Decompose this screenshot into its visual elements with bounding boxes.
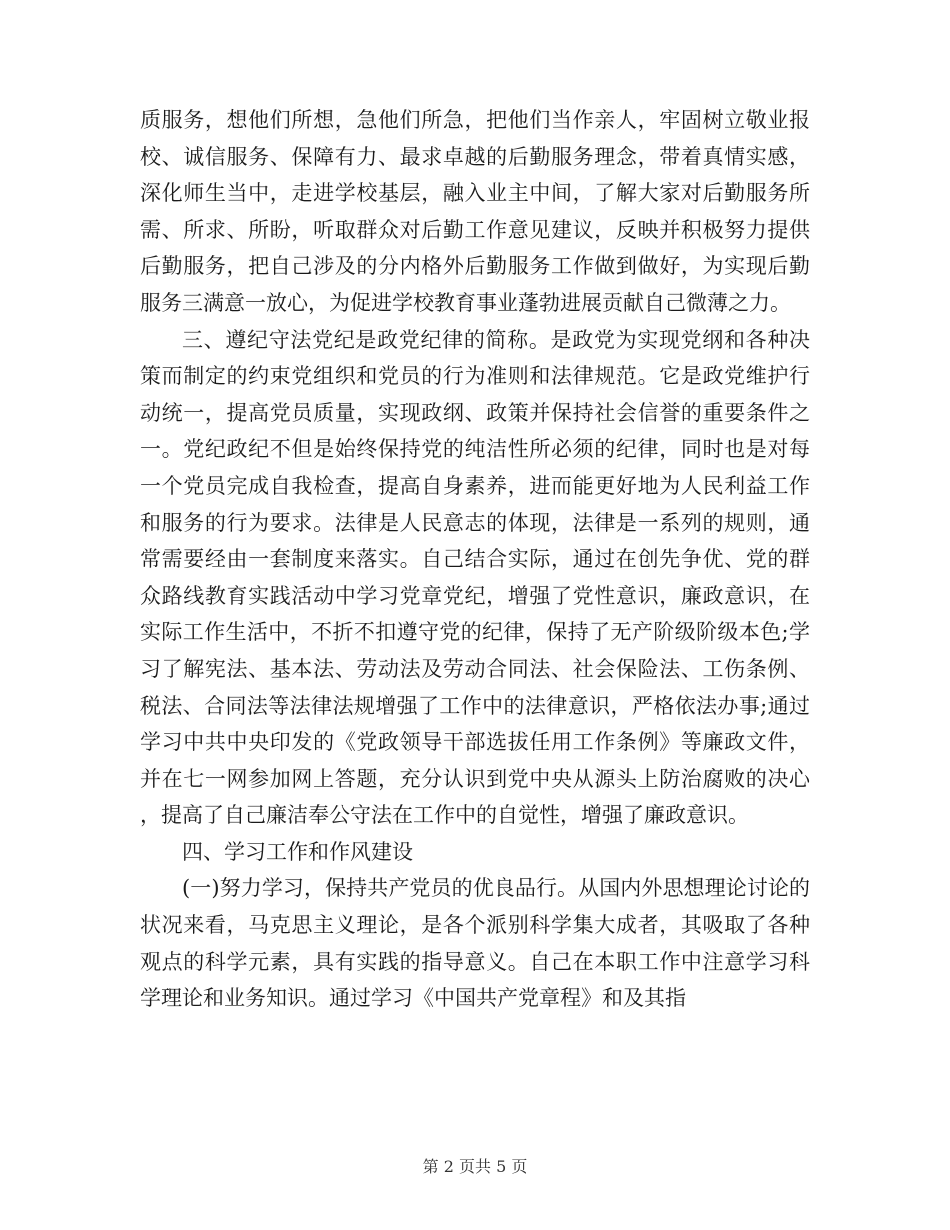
section-four-heading: 四、学习工作和作风建设 bbox=[182, 839, 413, 864]
document-body bbox=[140, 102, 810, 1017]
page-number-footer: 第 2 页共 5 页 bbox=[422, 1157, 528, 1176]
paragraph-section-three: 三、遵纪守法党纪是政党纪律的简称。是政党为实现党纲和各种决策而制定的约束党组织和党员的行为准则和法律规范。它是政党维护行动统一，提高党员质量，实现政纲、政策并保持社会信誉的重要条件之一。党纪政纪不但是始终保持党的纯洁性所必须的纪律，同时也是对每一个党员完成自我检查，提高自身素养，进而能更好地为人民利益工作和服务的行为要求。法律是人民意志的体现，法律是一系列的规则，通常需要经由一套制度来落实。自己结合实际，通过在创先争优、党的群众路线教育实践活动中学习党章党纪，增强了党性意识，廉政意识，在实际工作生活中，不折不扣遵守党的纪律，保持了无产阶级阶级本色;学习了解宪法、基本法、劳动法及劳动合同法、社会保险法、工伤条例、税法、合同法等法律法规增强了工作中的法律意识，严格依法办事;通过学习中共中央印发的《党政领导干部选拔任用工作条例》等廉政文件，并在七一网参加网上答题，充分认识到党中央从源头上防治腐败的决心，提高了自己廉洁奉公守法在工作中的自觉性，增强了廉政意识。 bbox=[140, 327, 810, 828]
paragraph-subsection-one: (一)努力学习，保持共产党员的优良品行。从国内外思想理论讨论的状况来看，马克思主义理论，是各个派别科学集大成者，其吸取了各种观点的科学元素，具有实践的指导意义。自己在本职工作中注意学习科学理论和业务知识。通过学习《中国共产党章程》和及其指 bbox=[140, 876, 810, 1011]
paragraph-continuation: 质服务，想他们所想，急他们所急，把他们当作亲人，牢固树立敬业报校、诚信服务、保障有力、最求卓越的后勤服务理念，带着真情实感，深化师生当中，走进学校基层，融入业主中间，了解大家对后勤服务所需、所求、所盼，听取群众对后勤工作意见建议，反映并积极努力提供后勤服务，把自己涉及的分内格外后勤服务工作做到做好，为实现后勤服务三满意一放心，为促进学校教育事业蓬勃进展贡献自己微薄之力。 bbox=[140, 108, 810, 315]
